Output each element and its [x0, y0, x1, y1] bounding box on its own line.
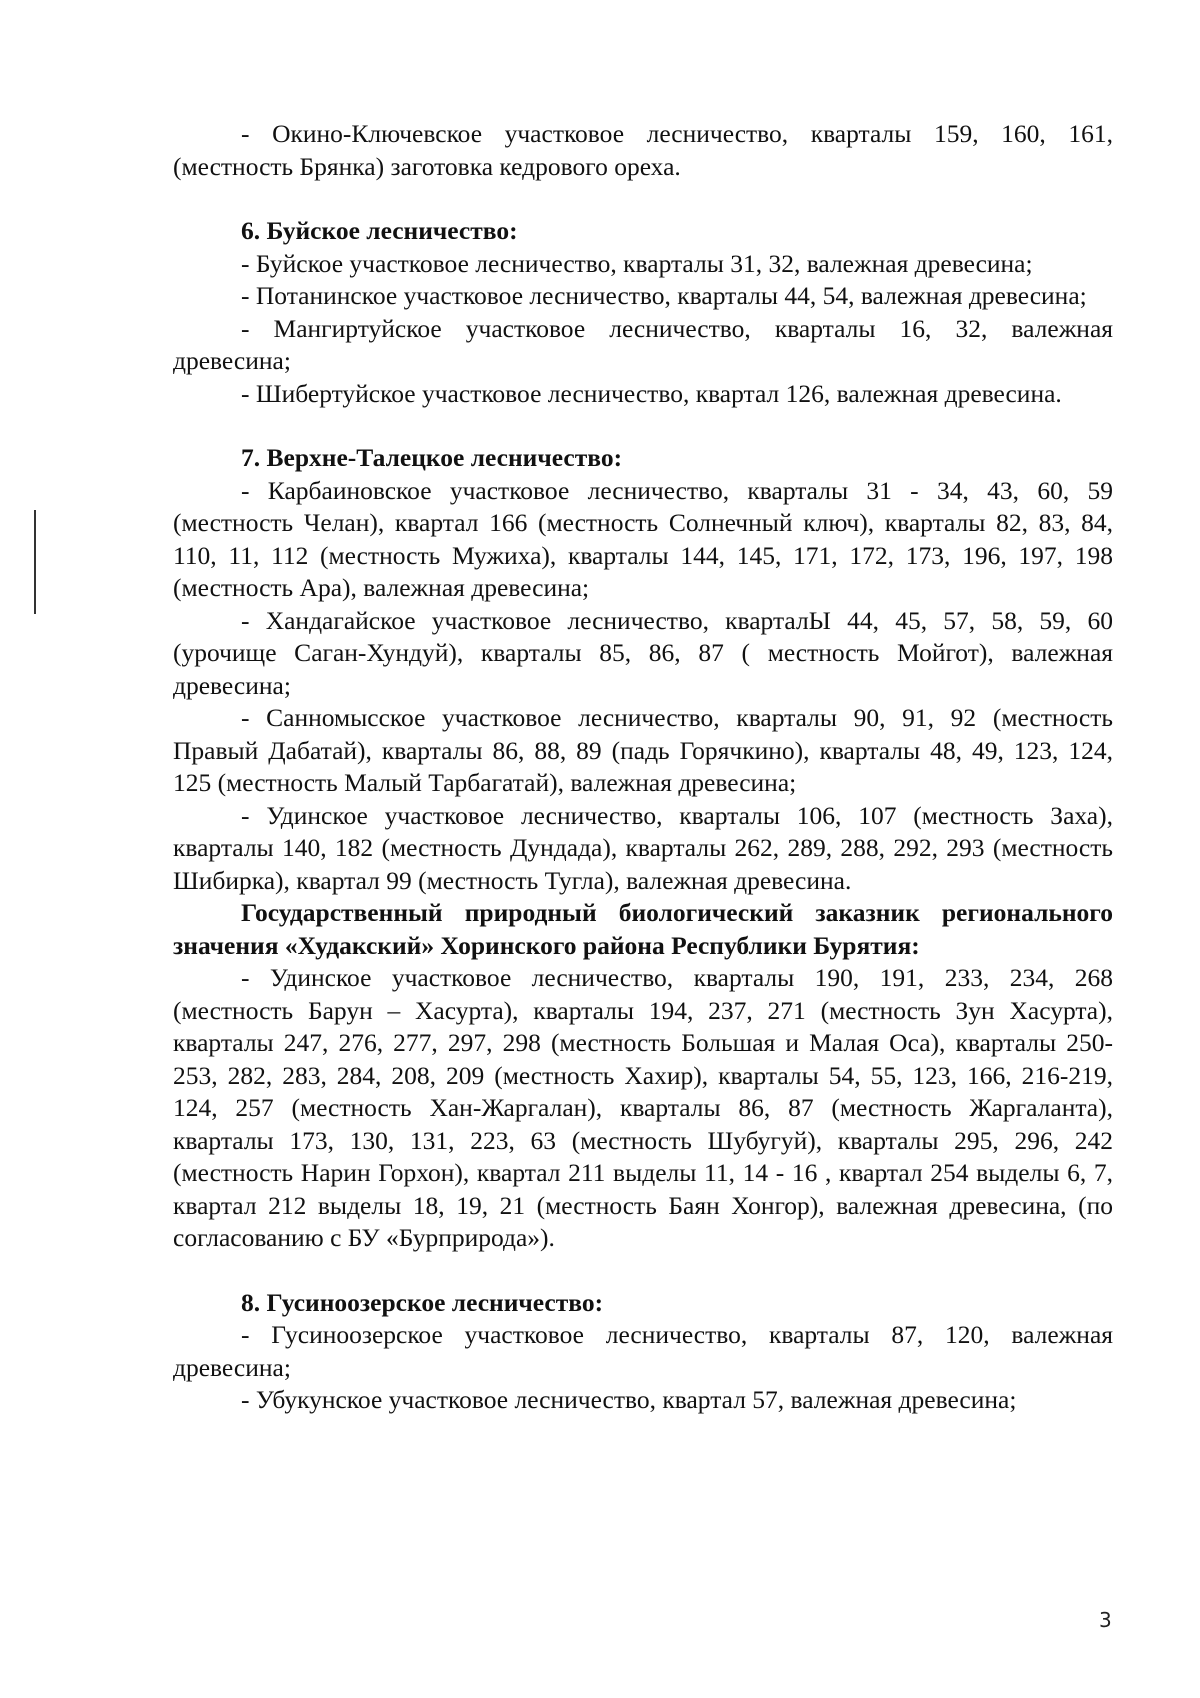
intro-item: - Окино-Ключевское участковое лесничество, кварталы 159, 160, 161, (местность Брянка) заготовка кедрового ореха. [173, 119, 1113, 181]
list-item: - Шибертуйское участковое лесничество, квартал 126, валежная древесина. [241, 378, 1062, 408]
document-body [173, 118, 1113, 1417]
scan-margin-mark [34, 510, 36, 614]
section-gusinoozersk [173, 1287, 1113, 1417]
list-item: - Буйское участковое лесничество, кварталы 31, 32, валежная древесина; [241, 248, 1033, 278]
section-buisk [173, 215, 1113, 410]
spacer [173, 1255, 1113, 1287]
reserve-subheading: Государственный природный биологический заказник регионального значения «Худакский» Хоринского района Республики Бурятия: [173, 898, 1113, 960]
spacer [173, 410, 1113, 442]
section-heading: 6. Буйское лесничество: [241, 216, 518, 245]
list-item: - Удинское участковое лесничество, кварталы 190, 191, 233, 234, 268 (местность Барун – Хасурта), кварталы 194, 237, 271 (местность Зун Хасурта), кварталы 247, 276, 277, 297, 298 (местность Большая и Малая Оса), кварталы 250-253, 282, 283, 284, 208, 209 (местность Хахир), кварталы 54, 55, 123, 166, 216-219, 124, 257 (местность Хан-Жаргалан), кварталы 86, 87 (местность Жаргаланта), кварталы 173, 130, 131, 223, 63 (местность Шубугуй), кварталы 295, 296, 242 (местность Нарин Горхон), квартал 211 выделы 11, 14 - 16 , квартал 254 выделы 6, 7, квартал 212 выделы 18, 19, 21 (местность Баян Хонгор), валежная древесина, (по согласованию с БУ «Бурприрода»). [173, 963, 1113, 1252]
list-item: - Удинское участковое лесничество, кварталы 106, 107 (местность Заха), кварталы 140, 182 (местность Дундада), кварталы 262, 289, 288, 292, 293 (местность Шибирка), квартал 99 (местность Тугла), валежная древесина. [173, 800, 1113, 895]
list-item: - Потанинское участковое лесничество, кварталы 44, 54, валежная древесина; [241, 281, 1087, 310]
list-item: - Санномысское участковое лесничество, кварталы 90, 91, 92 (местность Правый Дабатай), кварталы 86, 88, 89 (падь Горячкино), кварталы 48, 49, 123, 124, 125 (местность Малый Тарбагатай), валежная древесина; [173, 703, 1113, 797]
section-heading: 8. Гусиноозерское лесничество: [241, 1287, 604, 1317]
section-verkhne-taletsk [173, 442, 1113, 1255]
page-number: 3 [1099, 1608, 1112, 1632]
list-item: - Мангиртуйское участковое лесничество, кварталы 16, 32, валежная древесина; [173, 313, 1113, 375]
list-item: - Хандагайское участковое лесничество, кварталЫ 44, 45, 57, 58, 59, 60 (урочище Саган-Хундуй), кварталы 85, 86, 87 ( местность Мойгот), валежная древесина; [173, 605, 1113, 700]
list-item: - Убукунское участковое лесничество, квартал 57, валежная древесина; [241, 1385, 1017, 1414]
section-heading: 7. Верхне-Талецкое лесничество: [241, 443, 623, 472]
list-item: - Карбаиновское участковое лесничество, кварталы 31 - 34, 43, 60, 59 (местность Челан), квартал 166 (местность Солнечный ключ), кварталы 82, 83, 84, 110, 11, 112 (местность Мужиха), кварталы 144, 145, 171, 172, 173, 196, 197, 198 (местность Ара), валежная древесина; [173, 475, 1113, 602]
spacer [173, 183, 1113, 215]
list-item: - Гусиноозерское участковое лесничество, кварталы 87, 120, валежная древесина; [173, 1320, 1113, 1382]
